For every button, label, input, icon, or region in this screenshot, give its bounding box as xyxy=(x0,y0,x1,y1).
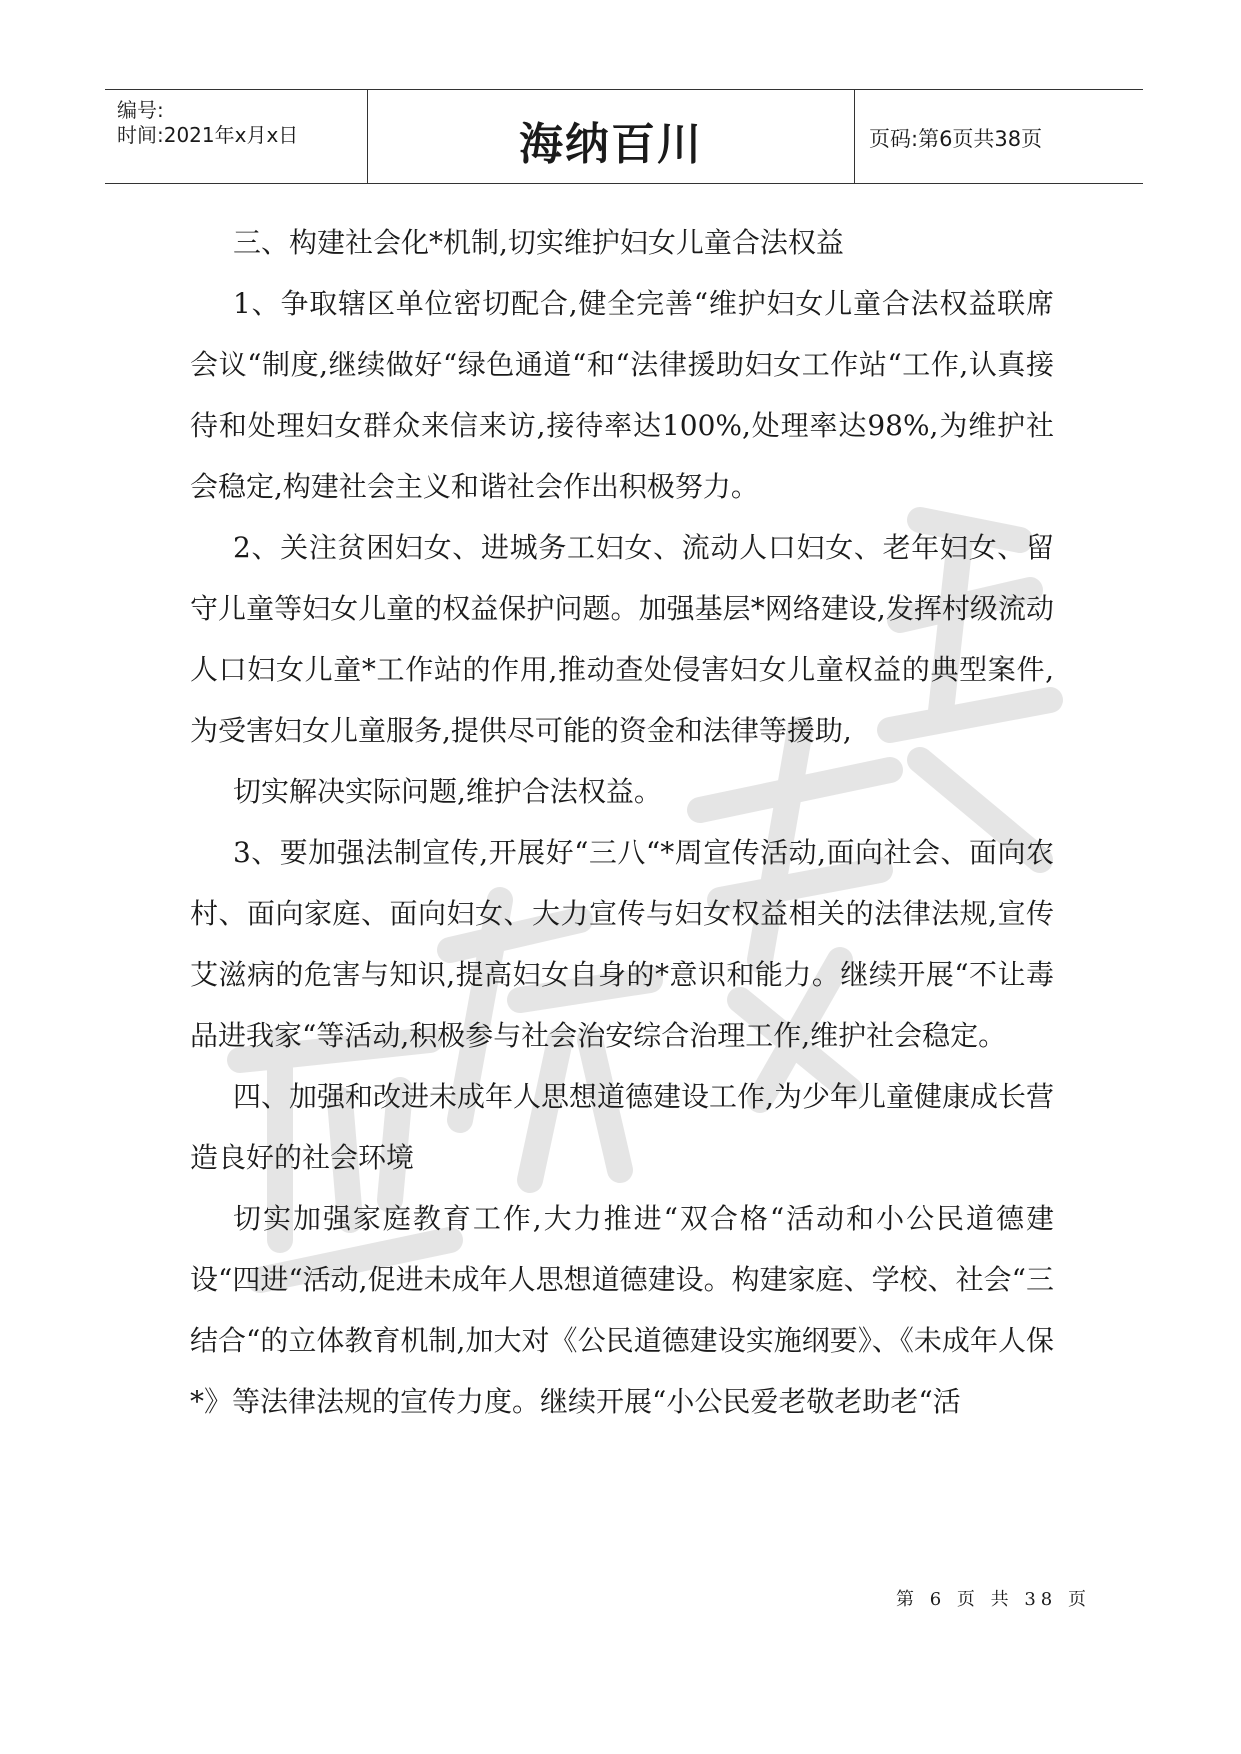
section-heading-4: 四、加强和改进未成年人思想道德建设工作,为少年儿童健康成长营造良好的社会环境 xyxy=(190,1080,1054,1174)
document-number-label: 编号: xyxy=(117,98,164,122)
header-meta-cell xyxy=(105,90,368,183)
paragraph: 切实加强家庭教育工作,大力推进“双合格“活动和小公民道德建设“四进“活动,促进未成年人思想道德建设。构建家庭、学校、社会“三结合“的立体教育机制,加大对《公民道德建设实施纲要》、《未成年人保*》等法律法规的宣传力度。继续开展“小公民爱老敬老助老“活 xyxy=(190,1202,1054,1418)
header-title-cell xyxy=(368,90,855,183)
paragraph: 3、要加强法制宣传,开展好“三八“*周宣传活动,面向社会、面向农村、面向家庭、面向妇女、大力宣传与妇女权益相关的法律法规,宣传艾滋病的危害与知识,提高妇女自身的*意识和能力。继续开展“不让毒品进我家“等活动,积极参与社会治安综合治理工作,维护社会稳定。 xyxy=(190,836,1054,1052)
page-footer: 第 6 页 共 38 页 xyxy=(896,1589,1091,1610)
page-header xyxy=(105,89,1143,184)
paragraph: 1、争取辖区单位密切配合,健全完善“维护妇女儿童合法权益联席会议“制度,继续做好“绿色通道“和“法律援助妇女工作站“工作,认真接待和处理妇女群众来信来访,接待率达100%,处理率达98%,为维护社会稳定,构建社会主义和谐社会作出积极努力。 xyxy=(190,287,1054,503)
paragraph: 2、关注贫困妇女、进城务工妇女、流动人口妇女、老年妇女、留守儿童等妇女儿童的权益保护问题。加强基层*网络建设,发挥村级流动人口妇女儿童*工作站的作用,推动查处侵害妇女儿童权益的典型案件,为受害妇女儿童服务,提供尽可能的资金和法律等援助, xyxy=(190,531,1054,747)
header-title: 海纳百川 xyxy=(519,119,703,170)
paragraph: 切实解决实际问题,维护合法权益。 xyxy=(233,775,662,808)
header-page-number: 页码:第6页共38页 xyxy=(869,127,1043,151)
document-time-label: 时间:2021年x月x日 xyxy=(117,123,299,147)
document-body xyxy=(190,212,1054,1432)
section-heading-3: 三、构建社会化*机制,切实维护妇女儿童合法权益 xyxy=(233,226,844,259)
header-page-cell xyxy=(855,90,1143,183)
